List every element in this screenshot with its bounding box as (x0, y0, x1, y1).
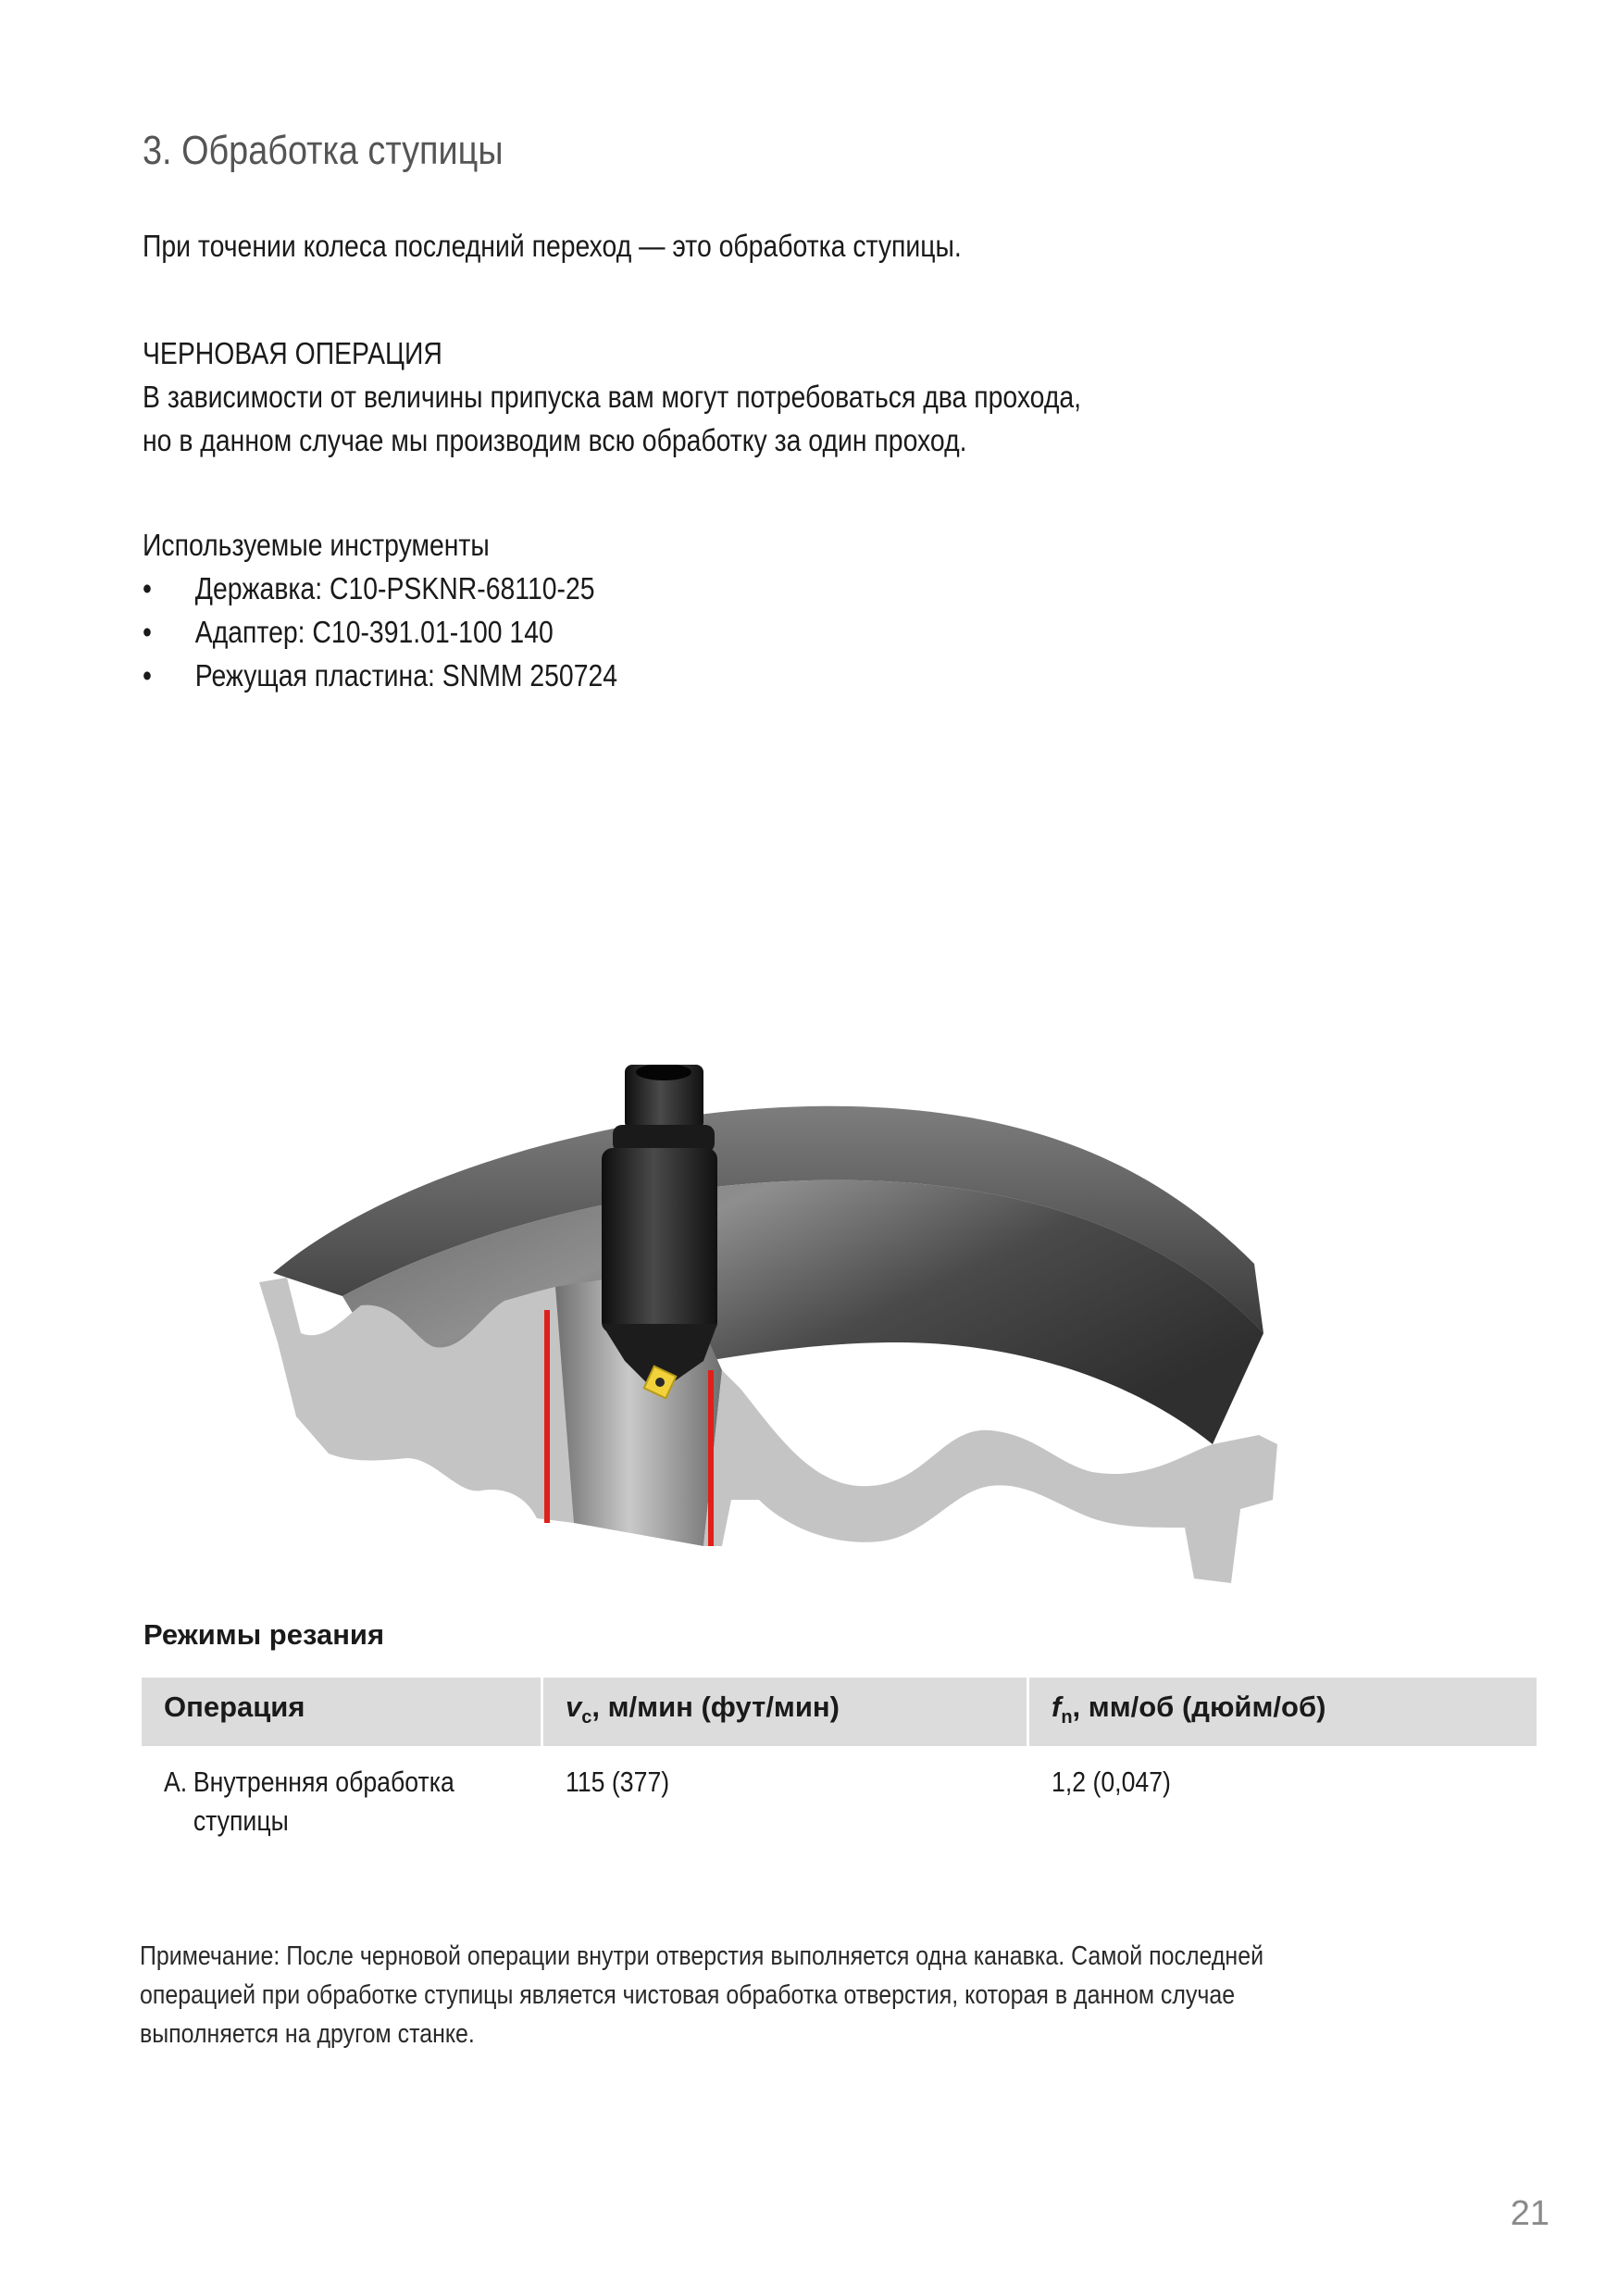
note-line: операцией при обработке ступицы является чистовая обработка отверстия, которая в данном случае (140, 1980, 1236, 2010)
operation-marker: A. (164, 1766, 188, 1798)
tool-adapter-body (602, 1148, 717, 1333)
table-header-row (142, 1678, 1537, 1746)
wheel-hub-machining-illustration (259, 1065, 1296, 1592)
tool-item-holder: • Державка: C10-PSKNR-68110-25 (143, 567, 617, 610)
tools-heading: Используемые инструменты (143, 528, 490, 562)
cell-operation (142, 1763, 543, 1841)
cutting-data-title: Режимы резания (143, 1618, 385, 1651)
operation-line: Внутренняя обработка (193, 1766, 454, 1798)
page-title: 3. Обработка ступицы (143, 128, 504, 173)
page-number: 21 (1510, 2194, 1550, 2233)
intro-text: При точении колеса последний переход — это обработка ступицы. (143, 229, 962, 263)
note-text (140, 1937, 1263, 2053)
rough-operation-line: но в данном случае мы производим всю обработку за один проход. (143, 423, 967, 457)
note-line: Примечание: После черновой операции внутри отверстия выполняется одна канавка. Самой последней (140, 1941, 1264, 1971)
tools-list (143, 567, 617, 697)
tool-item-insert: • Режущая пластина: SNMM 250724 (143, 654, 617, 697)
note-line: выполняется на другом станке. (140, 2019, 475, 2049)
tools-block (143, 523, 617, 697)
cutting-data-table (142, 1678, 1537, 1841)
header-feed: $f_n$, мм/об (дюйм/об) (1052, 1691, 1326, 1728)
cell-cutting-speed: 115 (377) (566, 1766, 670, 1798)
insert-screw (655, 1378, 665, 1387)
machined-surface-left (544, 1310, 550, 1523)
rough-operation-heading: ЧЕРНОВАЯ ОПЕРАЦИЯ (143, 336, 442, 370)
header-cutting-speed: $v_c$, м/мин (фут/мин) (543, 1678, 1029, 1746)
tool-item-adapter: • Адаптер: C10-391.01-100 140 (143, 610, 617, 654)
operation-line: ступицы (193, 1804, 289, 1837)
cell-feed: 1,2 (0,047) (1052, 1766, 1171, 1798)
machined-surface-right (708, 1370, 714, 1546)
rough-operation-line: В зависимости от величины припуска вам могут потребоваться два прохода, (143, 380, 1082, 414)
header-operation: Операция (142, 1678, 543, 1746)
table-row (142, 1746, 1537, 1841)
rough-operation-block (143, 331, 1081, 462)
